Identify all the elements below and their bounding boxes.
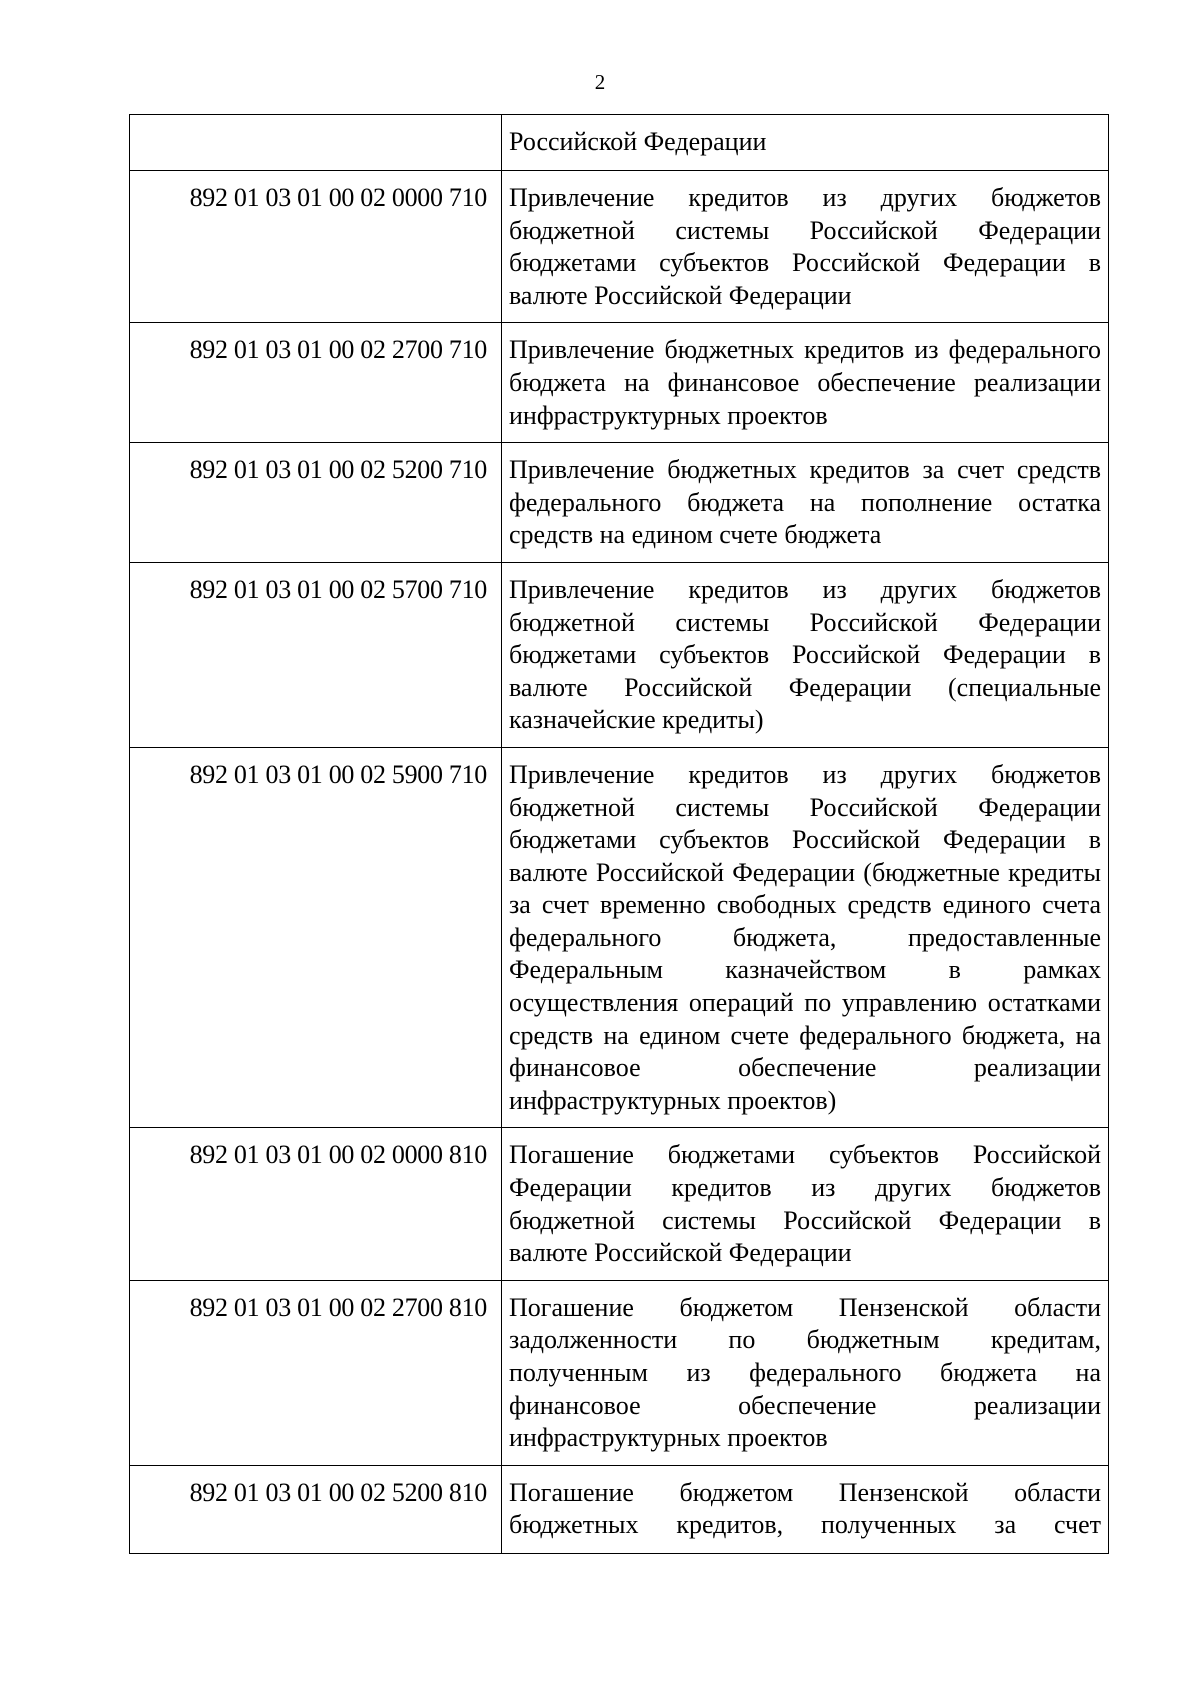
table-row [130, 171, 1109, 323]
description-cell: Привлечение бюджетных кредитов из федерального бюджета на финансовое обеспечение реализации инфраструктурных проектов [502, 323, 1109, 443]
description-cell: Привлечение кредитов из других бюджетов бюджетной системы Российской Федерации бюджетами субъектов Российской Федерации в валюте Российской Федерации [502, 171, 1109, 323]
code-cell: 892 01 03 01 00 02 5200 810 [130, 1465, 502, 1553]
code-cell: 892 01 03 01 00 02 2700 710 [130, 323, 502, 443]
table-row [130, 1280, 1109, 1465]
code-cell: 892 01 03 01 00 02 0000 710 [130, 171, 502, 323]
description-cell: Погашение бюджетом Пензенской области задолженности по бюджетным кредитам, полученным из федерального бюджета на финансовое обеспечение реализации инфраструктурных проектов [502, 1280, 1109, 1465]
table-row [130, 1465, 1109, 1553]
table-row [130, 747, 1109, 1128]
budget-codes-table [129, 114, 1109, 1554]
table-row [130, 1128, 1109, 1280]
table-row [130, 115, 1109, 171]
code-cell: 892 01 03 01 00 02 0000 810 [130, 1128, 502, 1280]
description-cell: Привлечение бюджетных кредитов за счет средств федерального бюджета на пополнение остатка средств на едином счете бюджета [502, 443, 1109, 563]
page-number: 2 [594, 70, 606, 94]
code-cell [130, 115, 502, 171]
code-cell: 892 01 03 01 00 02 5200 710 [130, 443, 502, 563]
table-row [130, 562, 1109, 747]
table-row [130, 443, 1109, 563]
code-cell: 892 01 03 01 00 02 5900 710 [130, 747, 502, 1128]
description-cell: Российской Федерации [502, 115, 1109, 171]
description-cell: Привлечение кредитов из других бюджетов бюджетной системы Российской Федерации бюджетами субъектов Российской Федерации в валюте Российской Федерации (специальные казначейские кредиты) [502, 562, 1109, 747]
code-cell: 892 01 03 01 00 02 5700 710 [130, 562, 502, 747]
table-row [130, 323, 1109, 443]
description-cell: Привлечение кредитов из других бюджетов бюджетной системы Российской Федерации бюджетами субъектов Российской Федерации в валюте Российской Федерации (бюджетные кредиты за счет временно свободных средств единого счета федерального бюджета, предоставленные Федеральным казначейством в рамках осуществления операций по управлению остатками средств на едином счете федерального бюджета, на финансовое обеспечение реализации инфраструктурных проектов) [502, 747, 1109, 1128]
description-cell: Погашение бюджетами субъектов Российской Федерации кредитов из других бюджетов бюджетной системы Российской Федерации в валюте Российской Федерации [502, 1128, 1109, 1280]
code-cell: 892 01 03 01 00 02 2700 810 [130, 1280, 502, 1465]
description-cell: Погашение бюджетом Пензенской области бюджетных кредитов, полученных за счет [502, 1465, 1109, 1553]
